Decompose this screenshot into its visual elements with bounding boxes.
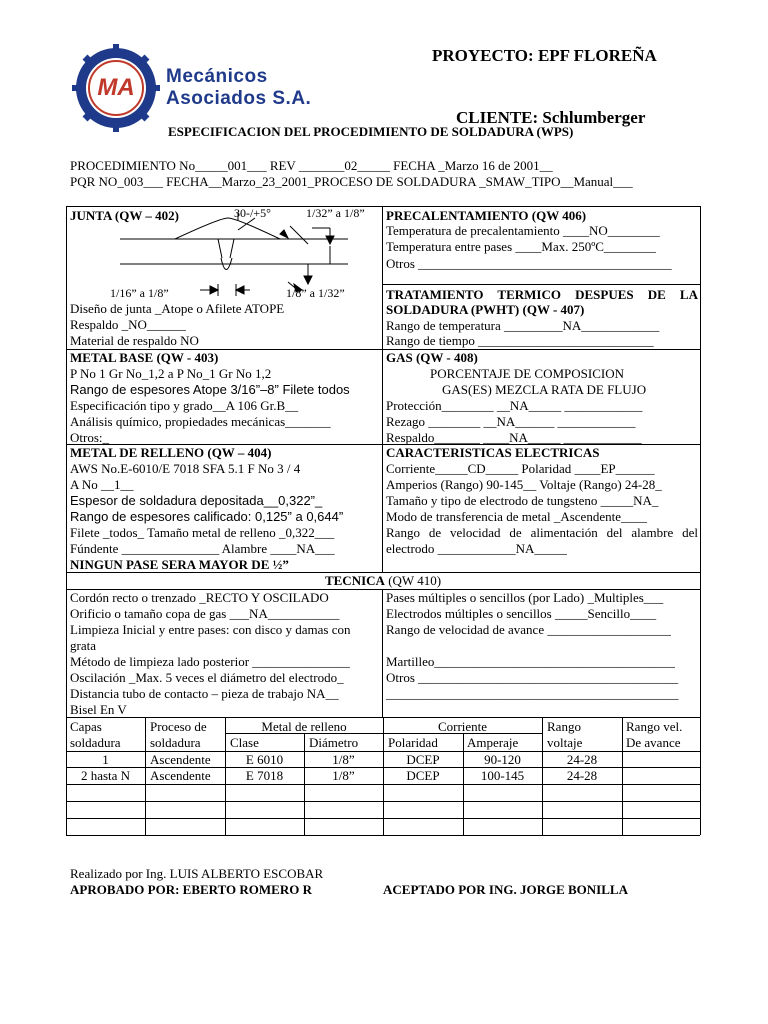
- table-cell: 24-28: [566, 752, 598, 767]
- th-voltaje-1: Rango: [547, 719, 581, 734]
- metal-base-line-3: Especificación tipo y grado__A 106 Gr.B__: [70, 398, 299, 413]
- metal-base-line-1: P No 1 Gr No_1,2 a P No_1 Gr No 1,2: [70, 366, 272, 381]
- th-capas-1: Capas: [70, 719, 102, 734]
- th-voltaje-2: voltaje: [547, 735, 583, 750]
- table-cell: 1/8”: [332, 768, 355, 783]
- precal-line-1: Temperatura de precalentamiento ____NO________: [386, 223, 660, 238]
- gas-title: GAS (QW - 408): [386, 350, 478, 365]
- relleno-note: NINGUN PASE SERA MAYOR DE ½”: [70, 557, 289, 572]
- relleno-title: METAL DE RELLENO (QW – 404): [70, 445, 272, 460]
- th-velocidad-2: De avance: [626, 735, 681, 750]
- root-dim-right: 1/8” a 1/32”: [286, 286, 345, 300]
- precal-title: PRECALENTAMIENTO (QW 406): [386, 208, 587, 223]
- relleno-line-6: Fúndente _______________ Alambre ____NA___: [70, 541, 335, 556]
- table-cell: Ascendente: [150, 752, 211, 767]
- th-amperaje: Amperaje: [467, 735, 519, 750]
- metal-base-title: METAL BASE (QW - 403): [70, 350, 219, 365]
- table-cell: DCEP: [406, 752, 440, 767]
- table-cell: 24-28: [566, 768, 598, 783]
- tecnica-right-7: _____________________________________________: [386, 686, 679, 701]
- th-corriente: Corriente: [437, 719, 488, 734]
- tecnica-left-4: grata: [70, 638, 96, 653]
- metal-base-line-4: Análisis químico, propiedades mecánicas_______: [70, 414, 331, 429]
- pwht-line-1: Rango de temperatura _________NA____________: [386, 318, 660, 333]
- table-cell: 1/8”: [332, 752, 355, 767]
- table-cell: Ascendente: [150, 768, 211, 783]
- electricas-line-1: Corriente_____CD_____ Polaridad ____EP______: [386, 461, 655, 476]
- gas-line-3: Respaldo_______ ____NA_____ ____________: [386, 430, 642, 445]
- tecnica-left-1: Cordón recto o trenzado _RECTO Y OSCILADO: [70, 590, 329, 605]
- electricas-line-6: electrodo ____________NA_____: [386, 541, 567, 556]
- tecnica-left-5: Método de limpieza lado posterior _______________: [70, 654, 350, 669]
- pwht-title-2: SOLDADURA (PWHT) (QW - 407): [386, 302, 585, 317]
- relleno-line-3: Espesor de soldadura depositada__0,322”_: [70, 493, 323, 508]
- table-cell: DCEP: [406, 768, 440, 783]
- junta-title: JUNTA (QW – 402): [70, 208, 179, 223]
- root-gap-top: 1/32” a 1/8”: [306, 206, 365, 220]
- tecnica-right-2: Electrodos múltiples o sencillos _____Sencillo____: [386, 606, 657, 621]
- company-name-2: Asociados S.A.: [166, 88, 312, 109]
- pqr-line: PQR NO_003___ FECHA__Marzo_23_2001_PROCESO DE SOLDADURA _SMAW_TIPO__Manual___: [70, 174, 633, 189]
- table-cell: E 7018: [245, 768, 284, 783]
- tecnica-title: TECNICA: [324, 573, 385, 588]
- junta-line-1: Diseño de junta _Atope o Afilete ATOPE: [70, 301, 285, 316]
- tecnica-right-1: Pases múltiples o sencillos (por Lado) _Multiples___: [386, 590, 664, 605]
- aceptado-por: ACEPTADO POR ING. JORGE BONILLA: [383, 882, 628, 897]
- bevel-angle: 30-/+5°: [234, 206, 271, 220]
- table-cell: 2 hasta N: [80, 768, 131, 783]
- th-velocidad-1: Rango vel.: [626, 719, 683, 734]
- precal-line-2: Temperatura entre pases ____Max. 250ºC________: [386, 239, 656, 254]
- tecnica-left-7: Distancia tubo de contacto – pieza de trabajo NA__: [70, 686, 339, 701]
- aprobado-por: APROBADO POR: EBERTO ROMERO R: [70, 882, 312, 897]
- tecnica-code: (QW 410): [388, 573, 442, 588]
- gas-line-2: Rezago ________ __NA______ ____________: [386, 414, 636, 429]
- relleno-line-2: A No __1__: [70, 477, 134, 492]
- th-metal-relleno: Metal de relleno: [261, 719, 347, 734]
- gas-line-1: Protección________ __NA_____ ____________: [386, 398, 643, 413]
- realizado-por: Realizado por Ing. LUIS ALBERTO ESCOBAR: [70, 866, 324, 881]
- project-title: PROYECTO: EPF FLOREÑA: [432, 46, 657, 65]
- junta-line-3: Material de respaldo NO: [70, 333, 199, 348]
- procedure-line: PROCEDIMIENTO No_____001___ REV _______02_____ FECHA _Marzo 16 de 2001__: [70, 158, 553, 173]
- tecnica-right-6: Otros ________________________________________: [386, 670, 679, 685]
- gas-subheader-1: PORCENTAJE DE COMPOSICION: [430, 366, 624, 381]
- gas-subheader-2: GAS(ES) MEZCLA RATA DE FLUJO: [442, 382, 647, 397]
- tecnica-heading: [66, 573, 700, 588]
- tecnica-right-5: Martilleo_____________________________________: [386, 654, 675, 669]
- relleno-line-5: Filete _todos_ Tamaño metal de relleno _0,322___: [70, 525, 335, 540]
- root-dim-left: 1/16” a 1/8”: [110, 286, 169, 300]
- pwht-line-2: Rango de tiempo ___________________________: [386, 333, 654, 348]
- table-cell: 1: [102, 752, 109, 767]
- tecnica-left-3: Limpieza Inicial y entre pases: con disco y damas con: [70, 622, 351, 637]
- table-cell: 100-145: [480, 768, 525, 783]
- th-proceso-2: soldadura: [150, 735, 201, 750]
- company-name-1: Mecánicos: [166, 66, 268, 87]
- th-clase: Clase: [230, 735, 259, 750]
- th-diametro: Diámetro: [309, 735, 359, 750]
- precal-line-3: Otros _______________________________________: [386, 256, 672, 271]
- electricas-line-3: Tamaño y tipo de electrodo de tungsteno _____NA_: [386, 493, 659, 508]
- metal-base-line-5: Otros:_: [70, 430, 109, 445]
- client-title: CLIENTE: Schlumberger: [456, 108, 646, 127]
- logo-letters: MA: [97, 74, 135, 101]
- electricas-line-2: Amperios (Rango) 90-145__ Voltaje (Rango) 24-28_: [386, 477, 662, 492]
- tecnica-right-3: Rango de velocidad de avance ___________________: [386, 622, 671, 637]
- metal-base-line-2: Rango de espesores Atope 3/16”–8” Filete todos: [70, 382, 350, 397]
- tecnica-left-2: Orificio o tamaño copa de gas ___NA___________: [70, 606, 340, 621]
- junta-line-2: Respaldo _NO______: [70, 317, 186, 332]
- relleno-line-1: AWS No.E-6010/E 7018 SFA 5.1 F No 3 / 4: [70, 461, 301, 476]
- document-title: ESPECIFICACION DEL PROCEDIMIENTO DE SOLDADURA (WPS): [168, 124, 574, 139]
- tecnica-left-6: Oscilación _Max. 5 veces el diámetro del electrodo_: [70, 670, 344, 685]
- th-proceso-1: Proceso de: [150, 719, 207, 734]
- table-cell: E 6010: [245, 752, 284, 767]
- relleno-line-4: Rango de espesores calificado: 0,125” a 0,644”: [70, 509, 344, 524]
- electricas-line-4: Modo de transferencia de metal _Ascendente____: [386, 509, 647, 524]
- th-capas-2: soldadura: [70, 735, 121, 750]
- th-polaridad: Polaridad: [388, 735, 438, 750]
- electricas-line-5: Rango de velocidad de alimentación del alambre del: [386, 525, 698, 540]
- table-cell: 90-120: [484, 752, 521, 767]
- electricas-title: CARACTERISTICAS ELECTRICAS: [386, 445, 600, 460]
- company-logo: [72, 44, 160, 132]
- tecnica-left-8: Bisel En V: [70, 702, 127, 717]
- pwht-title-1: TRATAMIENTO TERMICO DESPUES DE LA: [386, 287, 698, 302]
